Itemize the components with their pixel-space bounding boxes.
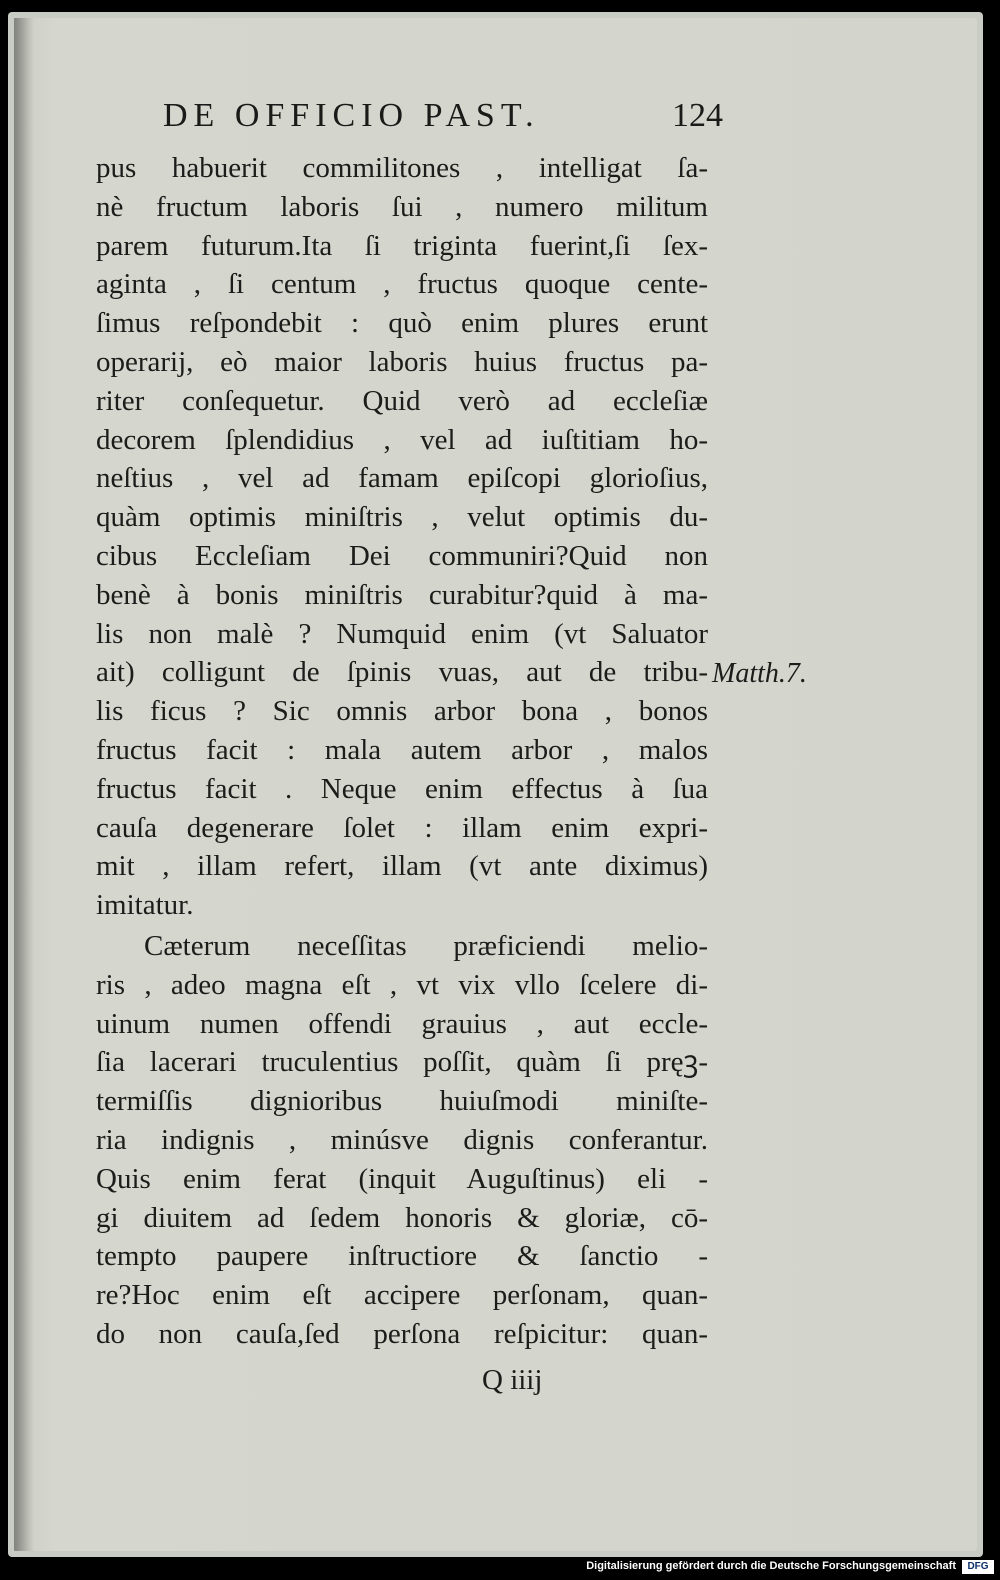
text-line: ſimus reſpondebit : quò enim plures erunt bbox=[96, 307, 708, 340]
text-line: fructus facit : mala autem arbor , malos bbox=[96, 733, 708, 766]
text-line: lis non malè ? Numquid enim (vt Saluator bbox=[96, 617, 708, 650]
text-line: pus habuerit commilitones , intelligat ſa- bbox=[96, 152, 708, 184]
text-line: ria indignis , minúsve dignis conferantur. bbox=[96, 1123, 708, 1156]
text-line: cibus Eccleſiam Dei communiri?Quid non bbox=[96, 539, 708, 572]
footer-bar bbox=[0, 1557, 1000, 1580]
text-line: fructus facit . Neque enim effectus à ſua bbox=[96, 772, 708, 805]
text-line: benè à bonis miniſtris curabitur?quid à ma- bbox=[96, 578, 708, 611]
text-line: mit , illam refert, illam (vt ante diximus) bbox=[96, 850, 708, 883]
text-line: ait) colligunt de ſpinis vuas, aut de tribu- bbox=[96, 656, 708, 689]
text-line: lis ficus ? Sic omnis arbor bona , bonos bbox=[96, 695, 708, 728]
text-line: tempto paupere inſtructiore & ſanctio - bbox=[96, 1240, 708, 1273]
text-line: gi diuitem ad ſedem honoris & gloriæ, cō- bbox=[96, 1201, 708, 1234]
text-line: ſia lacerari truculentius poſſit, quàm ſi pręꝫ- bbox=[96, 1046, 708, 1079]
margin-note: Matth.7. bbox=[712, 658, 807, 689]
text-line: riter conſequetur. Quid verò ad eccleſiæ bbox=[96, 384, 708, 417]
text-line: uinum numen offendi grauius , aut eccle- bbox=[96, 1007, 708, 1040]
text-line: ris , adeo magna eſt , vt vix vllo ſcelere di- bbox=[96, 968, 708, 1001]
text-line: cauſa degenerare ſolet : illam enim expri- bbox=[96, 811, 708, 844]
text-line: parem futurum.Ita ſi triginta fuerint,ſi ſex- bbox=[96, 229, 708, 262]
text-line: quàm optimis miniſtris , velut optimis du- bbox=[96, 501, 708, 534]
text-line: Cæterum neceſſitas præficiendi melio- bbox=[144, 929, 708, 962]
body-text bbox=[96, 149, 708, 1354]
text-line: do non cauſa,ſed perſona reſpicitur: quan- bbox=[96, 1317, 708, 1350]
funding-credit: Digitalisierung gefördert durch die Deutsche Forschungsgemeinschaft bbox=[586, 1560, 956, 1572]
dfg-logo: DFG bbox=[962, 1560, 994, 1574]
text-line: decorem ſplendidius , vel ad iuſtitiam ho- bbox=[96, 423, 708, 456]
text-line: Quis enim ferat (inquit Auguſtinus) eli - bbox=[96, 1162, 708, 1195]
text-line: termiſſis dignioribus huiuſmodi miniſte- bbox=[96, 1085, 708, 1118]
gutter-shadow bbox=[14, 18, 34, 1551]
running-title: DE OFFICIO PAST. bbox=[163, 97, 540, 134]
text-line: imitatur. bbox=[96, 889, 194, 922]
text-line: operarij, eò maior laboris huius fructus pa- bbox=[96, 345, 708, 378]
signature-mark: Q iiij bbox=[482, 1364, 543, 1396]
running-head bbox=[163, 97, 723, 147]
page-number: 124 bbox=[672, 97, 723, 134]
text-line: neſtius , vel ad famam epiſcopi glorioſius, bbox=[96, 462, 708, 495]
text-line: aginta , ſi centum , fructus quoque cente- bbox=[96, 268, 708, 301]
text-line: nè fructum laboris ſui , numero militum bbox=[96, 190, 708, 223]
text-line: re?Hoc enim eſt accipere perſonam, quan- bbox=[96, 1279, 708, 1312]
